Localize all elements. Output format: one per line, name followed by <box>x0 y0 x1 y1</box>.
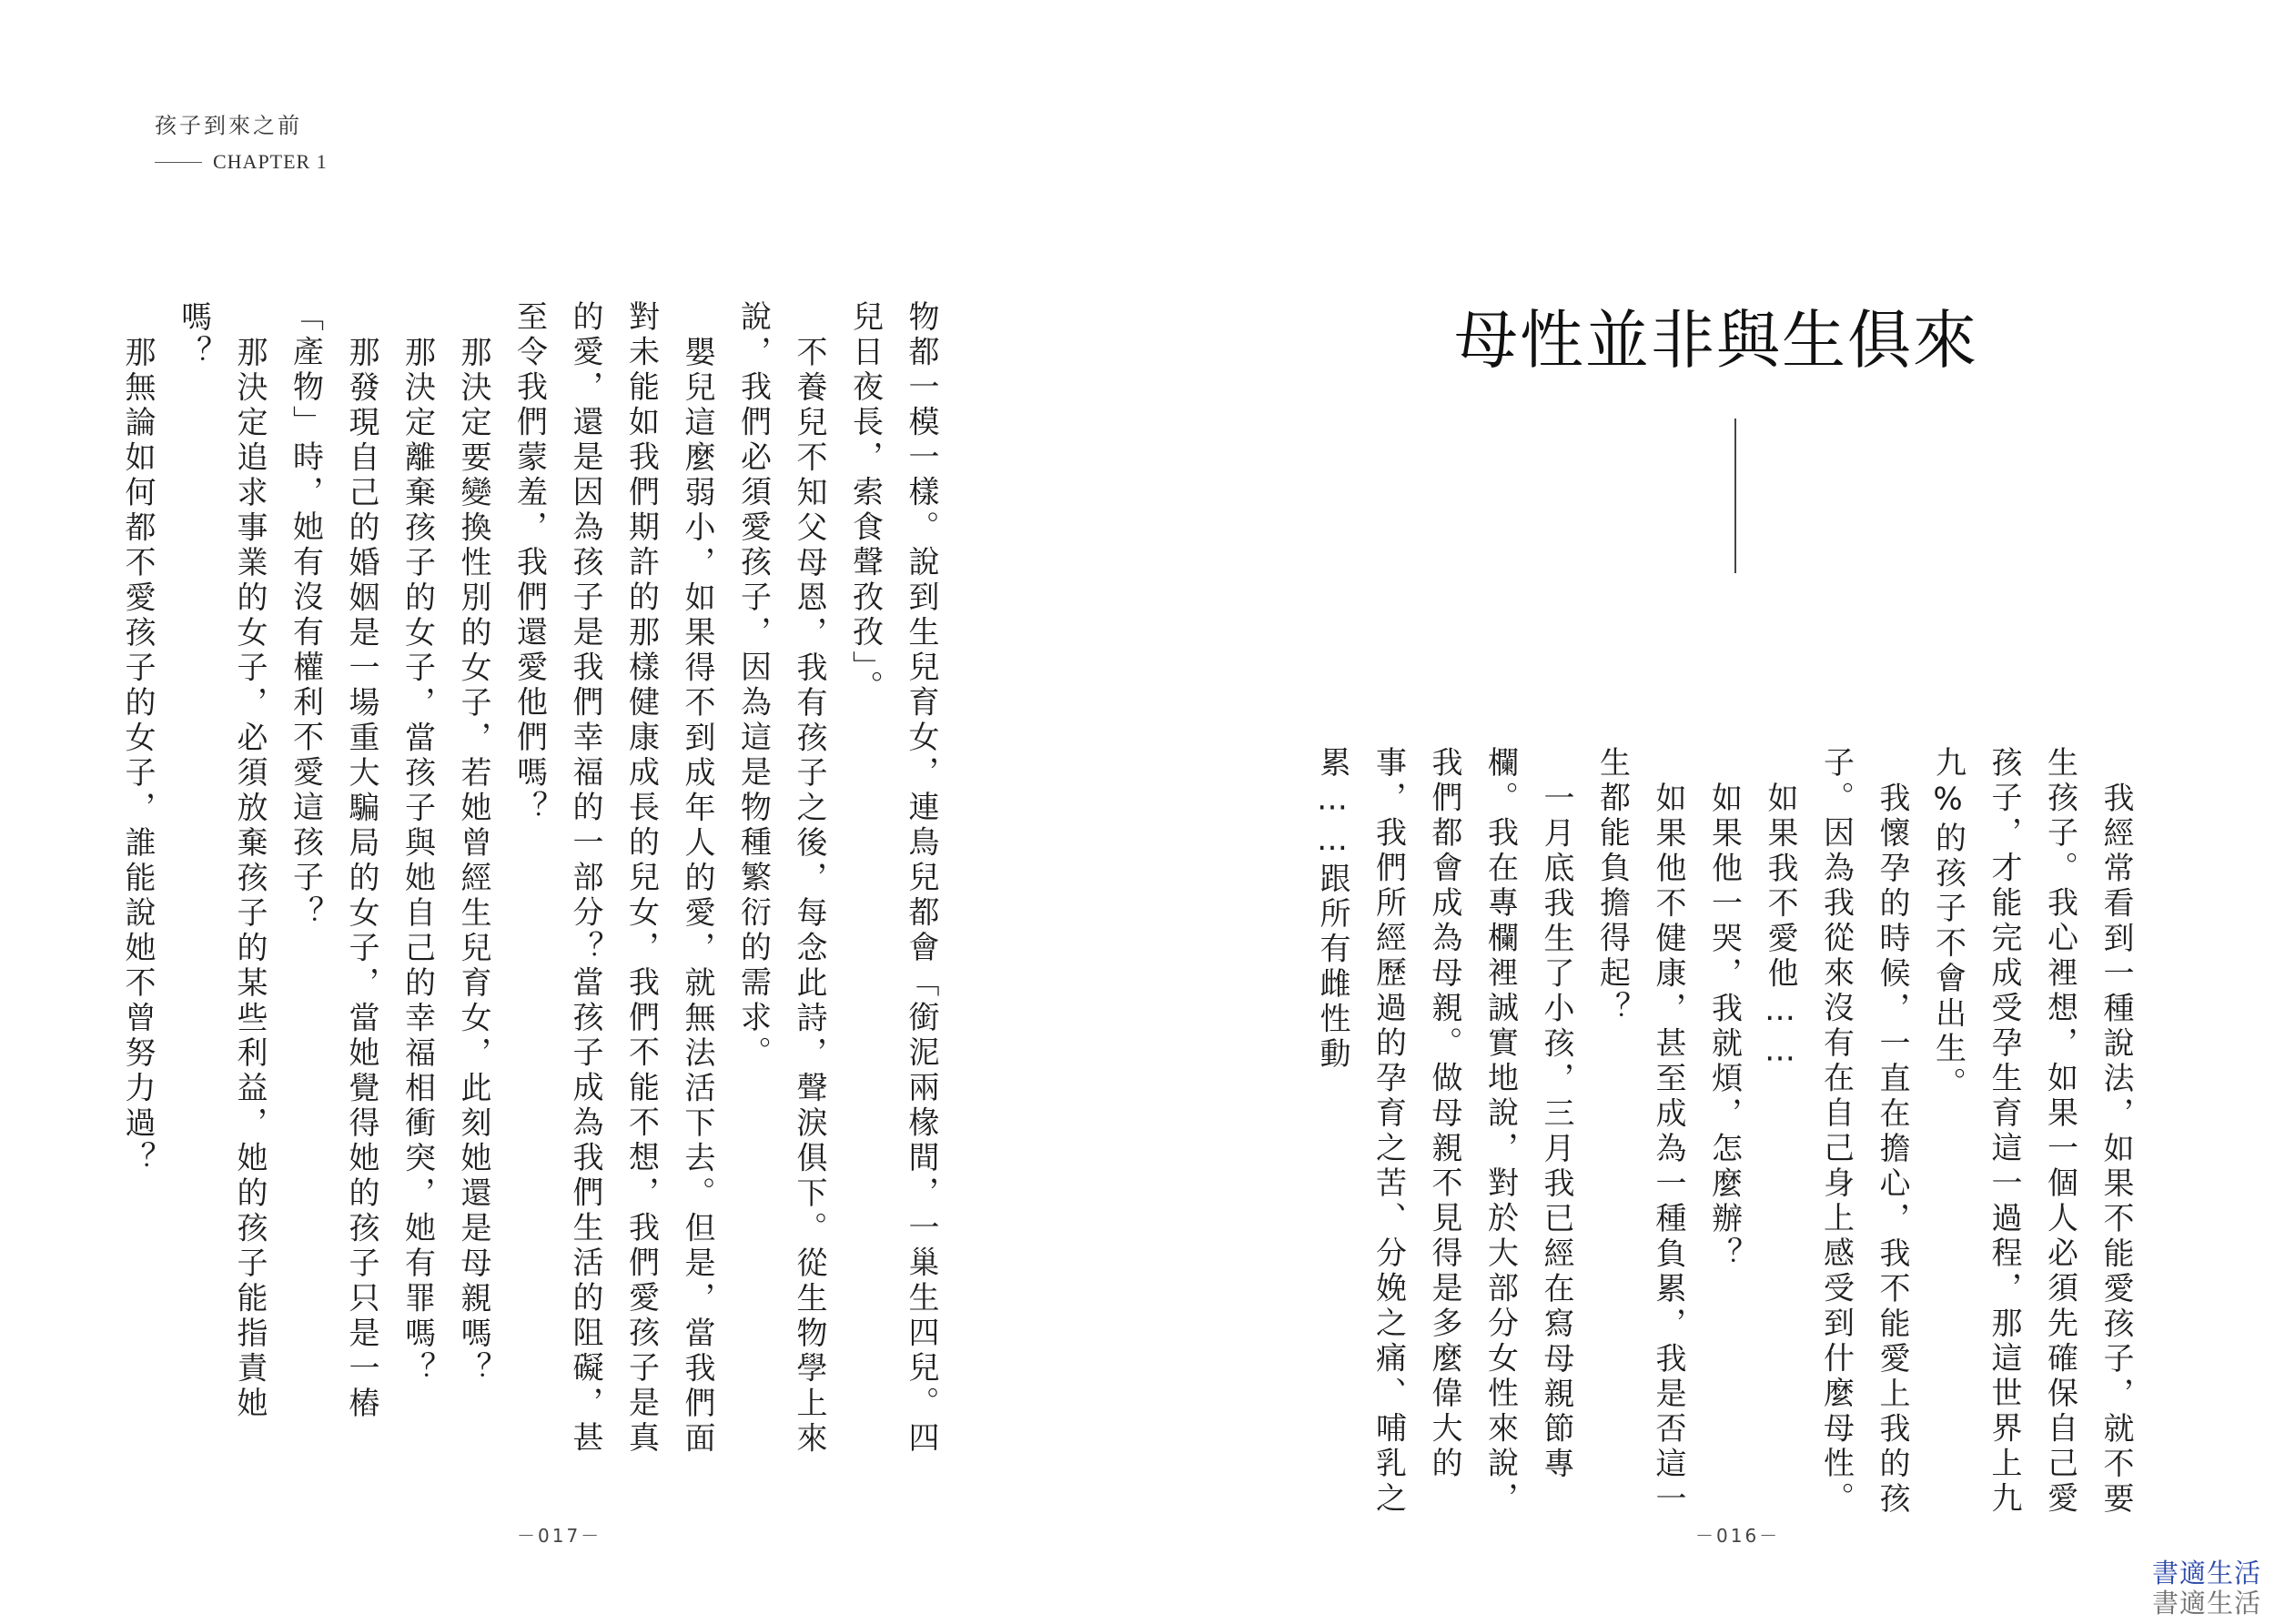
running-head <box>155 107 519 180</box>
chapter-label: CHAPTER 1 <box>213 150 328 173</box>
chapter-title: 母性並非與生俱來 <box>1454 303 1978 378</box>
page-number-left: －017－ <box>517 1525 602 1547</box>
right-paragraph-1: 我經常看到一種說法，如果不能愛孩子，就不要生孩子。我心裡想，如果一個人必須先確保自己愛孩子，才能完成受孕生育這一過程，那這世界上九九%的孩子不會出生。 <box>1929 746 2134 1517</box>
watermark-line-1: 書適生活 <box>2151 1558 2261 1589</box>
right-paragraph-4: 如果他一哭，我就煩，怎麼辦？ <box>1705 781 1743 1272</box>
left-paragraph-2: 不養兒不知父母恩，我有孩子之後，每念此詩，聲淚俱下。從生物學上來說，我們必須愛孩子，因為這是物種繁衍的需求。 <box>734 300 827 1457</box>
left-paragraph-1: 物都一模一樣。說到生兒育女，連鳥兒都會「銜泥兩椽間，一巢生四兒。四兒日夜長，索食聲孜孜」。 <box>846 300 939 1457</box>
right-paragraph-3: 如果我不愛他…… <box>1762 781 1798 1073</box>
chapter-line <box>155 144 519 180</box>
left-paragraph-5: 那決定離棄孩子的女子，當孩子與她自己的幸福相衝突，她有罪嗎？ <box>399 335 436 1387</box>
left-paragraph-8: 那無論如何都不愛孩子的女子，誰能說她不曾努力過？ <box>119 335 156 1176</box>
watermark <box>2152 1558 2261 1619</box>
right-paragraph-6: 一月底我生了小孩，三月我已經在寫母親節專欄。我在專欄裡誠實地說，對於大部分女性來說，我們都會成為母親。做母親不見得是多麼偉大的事，我們所經歷過的孕育之苦、分娩之痛、哺乳之累……跟所有雌性動 <box>1314 746 1574 1517</box>
left-paragraph-6: 那發現自己的婚姻是一場重大騙局的女子，當她覺得她的孩子只是一樁「產物」時，她有沒有權利不愛這孩子？ <box>287 300 379 1421</box>
left-paragraph-4: 那決定要變換性別的女子，若她曾經生兒育女，此刻她還是母親嗎？ <box>455 335 491 1387</box>
page-number-right: －016－ <box>1695 1525 1781 1547</box>
left-paragraph-3: 嬰兒這麼弱小，如果得不到成年人的愛，就無法活下去。但是，當我們面對未能如我們期許的那樣健康成長的兒女，我們不能不想，我們愛孩子是真的愛，還是因為孩子是我們幸福的一部分？當孩子成為我們生活的阻礙，甚至令我們蒙羞，我們還愛他們嗎？ <box>511 300 715 1457</box>
right-paragraph-5: 如果他不健康，甚至成為一種負累，我是否這一生都能負擔得起？ <box>1593 746 1686 1517</box>
watermark-line-2: 書適生活 <box>2151 1588 2261 1619</box>
title-divider <box>1734 419 1736 573</box>
left-paragraph-7: 那決定追求事業的女子，必須放棄孩子的某些利益，她的孩子能指責她嗎？ <box>175 300 268 1421</box>
chapter-dash <box>155 162 202 163</box>
right-page-body <box>1314 746 2143 1528</box>
right-paragraph-2: 我懷孕的時候，一直在擔心，我不能愛上我的孩子。因為我從來沒有在自己身上感受到什麼母性。 <box>1817 746 1910 1517</box>
book-title: 孩子到來之前 <box>155 113 302 138</box>
left-page-body <box>119 300 948 1474</box>
